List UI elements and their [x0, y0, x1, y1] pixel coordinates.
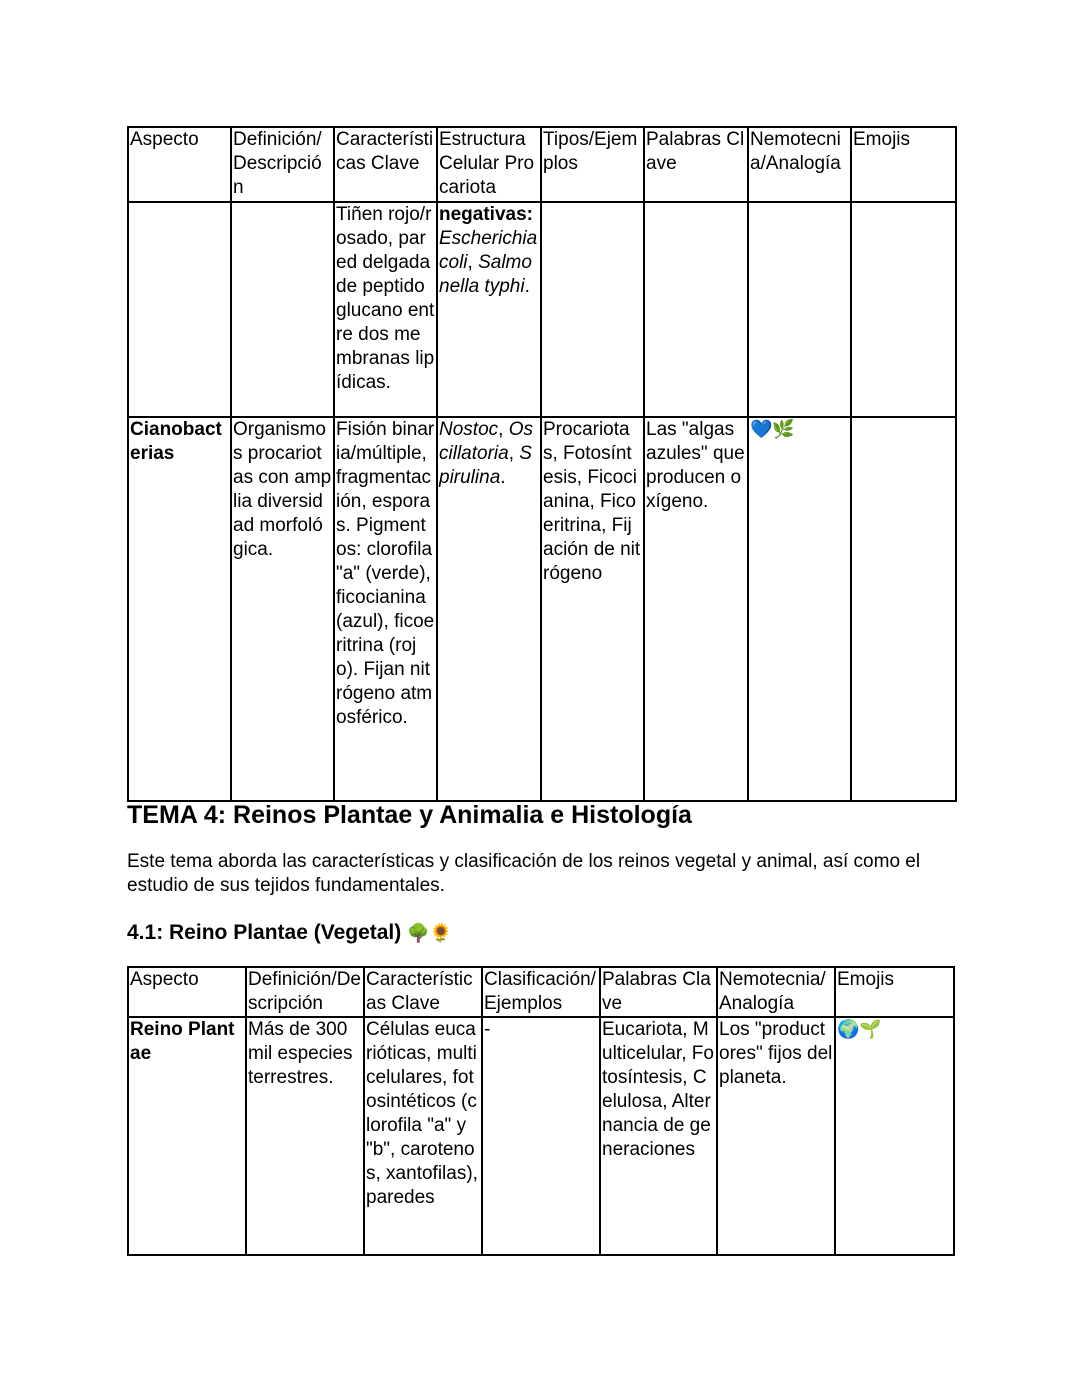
header-clasificacion: Clasificación/Ejemplos: [482, 967, 600, 1017]
header-caracteristicas: Características Clave: [334, 127, 437, 202]
terminator: .: [500, 467, 506, 488]
cell-aspecto: Reino Plantae: [128, 1017, 246, 1255]
cell-definicion: [231, 202, 334, 417]
header-estructura: Estructura Celular Procariota: [437, 127, 541, 202]
header-caracteristicas: Características Clave: [364, 967, 482, 1017]
separator: ,: [508, 443, 520, 464]
cell-definicion: Organismos procariotas con amplia diversidad morfológica.: [231, 417, 334, 801]
cell-emojis: [851, 417, 956, 801]
species-name: Spirulina: [439, 443, 532, 488]
header-aspecto: Aspecto: [128, 127, 231, 202]
globe-icon: 🌍: [837, 1019, 860, 1040]
header-tipos: Tipos/Ejemplos: [541, 127, 644, 202]
table-header-row: [128, 967, 954, 1017]
header-nemotecnia: Nemotecnia/Analogía: [717, 967, 835, 1017]
table-row: [128, 1017, 954, 1255]
cell-caracteristicas: Fisión binaria/múltiple, fragmentación, esporas. Pigmentos: clorofila "a" (verde), ficocianina (azul), ficoeritrina (rojo). Fijan nitrógeno atmosférico.: [334, 417, 437, 801]
separator: ,: [498, 419, 509, 440]
species-name: Oscillatoria: [439, 419, 533, 464]
section-title: [127, 919, 452, 948]
tree-icon: 🌳: [407, 923, 430, 944]
seedling-icon: 🌱: [859, 1019, 882, 1040]
header-palabras: Palabras Clave: [644, 127, 748, 202]
header-palabras: Palabras Clave: [600, 967, 717, 1017]
table-row: [128, 202, 956, 417]
cell-aspecto: [128, 202, 231, 417]
species-name: Salmonella typhi: [439, 252, 532, 297]
table-header-row: [128, 127, 956, 202]
cell-aspecto: Cianobacterias: [128, 417, 231, 801]
section-title-text: 4.1: Reino Plantae (Vegetal): [127, 921, 402, 944]
cell-caracteristicas: Tiñen rojo/rosado, pared delgada de peptidoglucano entre dos membranas lipídicas.: [334, 202, 437, 417]
header-emojis: Emojis: [851, 127, 956, 202]
header-definicion: Definición/Descripción: [246, 967, 364, 1017]
estructura-bold: negativas:: [439, 204, 533, 225]
table-row: [128, 417, 956, 801]
cell-estructura: [437, 202, 541, 417]
cell-nemotecnia: Los "productores" fijos del planeta.: [717, 1017, 835, 1255]
herb-icon: 🌿: [772, 419, 795, 440]
cell-nemotecnia: [748, 417, 851, 801]
terminator: .: [524, 276, 530, 297]
cell-estructura: [437, 417, 541, 801]
cell-definicion: Más de 300 mil especies terrestres.: [246, 1017, 364, 1255]
cell-palabras: Las "algas azules" que producen oxígeno.: [644, 417, 748, 801]
header-emojis: Emojis: [835, 967, 954, 1017]
bacteria-table: [127, 126, 957, 802]
cell-tipos: [541, 202, 644, 417]
species-name: Nostoc: [439, 419, 499, 440]
plantae-table: [127, 966, 955, 1256]
cell-emojis: [835, 1017, 954, 1255]
blue-heart-icon: 💙: [750, 419, 773, 440]
species-name: Escherichia coli: [439, 228, 538, 273]
header-definicion: Definición/ Descripción: [231, 127, 334, 202]
cell-tipos: Procariotas, Fotosíntesis, Ficocianina, Ficoeritrina, Fijación de nitrógeno: [541, 417, 644, 801]
header-aspecto: Aspecto: [128, 967, 246, 1017]
cell-clasificacion: -: [482, 1017, 600, 1255]
cell-emojis: [851, 202, 956, 417]
header-nemotecnia: Nemotecnia/Analogía: [748, 127, 851, 202]
page-title: TEMA 4: Reinos Plantae y Animalia e Histología: [127, 801, 692, 829]
cell-nemotecnia: [748, 202, 851, 417]
sunflower-icon: 🌻: [429, 923, 452, 944]
cell-palabras: Eucariota, Multicelular, Fotosíntesis, Celulosa, Alternancia de generaciones: [600, 1017, 717, 1255]
cell-palabras: [644, 202, 748, 417]
separator: ,: [467, 252, 479, 273]
cell-caracteristicas: Células eucarióticas, multicelulares, fotosintéticos (clorofila "a" y "b", carotenos, xantofilas), paredes: [364, 1017, 482, 1255]
tema-description: Este tema aborda las características y clasificación de los reinos vegetal y animal, así como el estudio de sus tejidos fundamentales.: [127, 851, 921, 896]
